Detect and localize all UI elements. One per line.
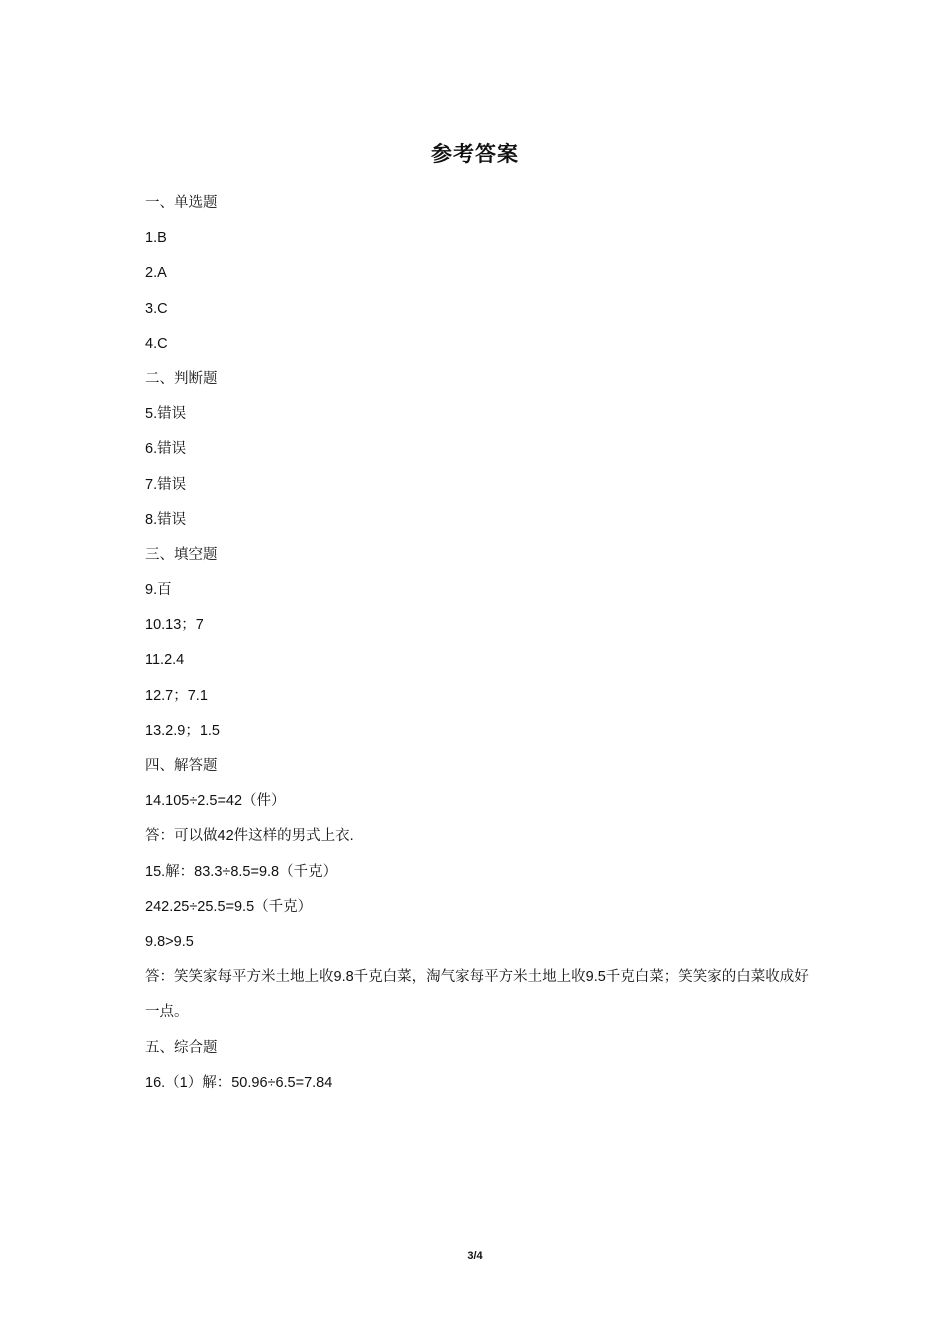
page-title: 参考答案 xyxy=(431,142,519,166)
answer-line-7: 7.错误 xyxy=(145,476,187,493)
answer-line-15-compare: 9.8>9.5 xyxy=(145,933,194,950)
section-heading-fill-blank: 三、填空题 xyxy=(145,546,218,563)
section-heading-single-choice: 一、单选题 xyxy=(145,195,218,211)
answer-line-8: 8.错误 xyxy=(145,511,187,528)
answer-line-1: 1.B xyxy=(145,230,167,247)
answer-line-14: 14.105÷2.5=42（件） xyxy=(145,793,286,810)
answer-line-15: 15.解：83.3÷8.5=9.8（千克） xyxy=(145,863,338,880)
answer-line-11: 11.2.4 xyxy=(145,652,185,669)
answer-line-14-conclusion: 答：可以做42件这样的男式上衣. xyxy=(145,828,354,845)
answer-line-4: 4.C xyxy=(145,335,168,352)
answer-line-10: 10.13；7 xyxy=(145,617,204,634)
section-heading-true-false: 二、判断题 xyxy=(145,370,218,387)
answer-line-9: 9.百 xyxy=(145,582,172,599)
answer-line-6: 6.错误 xyxy=(145,441,187,458)
answer-line-15-step: 242.25÷25.5=9.5（千克） xyxy=(145,898,313,915)
section-heading-solve: 四、解答题 xyxy=(145,758,218,774)
section-heading-comprehensive: 五、综合题 xyxy=(145,1039,218,1056)
answer-line-15-conclusion: 答：笑笑家每平方米土地上收9.8千克白菜，淘气家每平方米土地上收9.5千克白菜；笑笑家的白菜收成好一点。 xyxy=(145,969,809,1021)
answer-line-2: 2.A xyxy=(145,265,167,282)
answer-line-5: 5.错误 xyxy=(145,406,187,423)
page-number: 3/4 xyxy=(467,1250,483,1262)
answer-body xyxy=(145,186,810,1101)
answer-line-3: 3.C xyxy=(145,300,168,317)
answer-line-13: 13.2.9；1.5 xyxy=(145,722,220,739)
answer-line-16: 16.（1）解：50.96÷6.5=7.84 xyxy=(145,1074,333,1091)
answer-line-12: 12.7；7.1 xyxy=(145,687,208,704)
